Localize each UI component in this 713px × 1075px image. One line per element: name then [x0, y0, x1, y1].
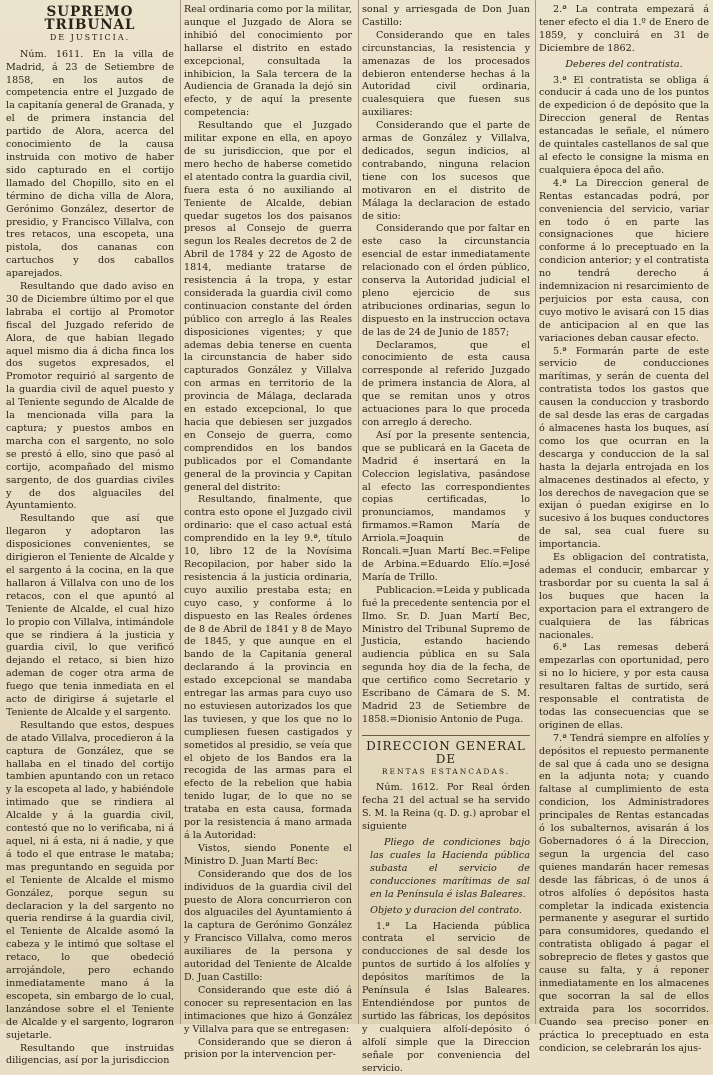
paragraph: Resultando, finalmente, que contra esto opone el Juzgado civil ordinario: que el caso actual está comprendido en la ley 9.ª, título 10, libro 12 de la Novísima Recopilacion, por haber sido la resistencia á la justicia ordinaria, cuyo auxilio prestaba esta; en cuyo caso, y conforme á lo dispuesto en las Reales órdenes de 8 de Abril de 1841 y 8 de Mayo de 1845, y que aunque en el bando de la Capitanía general declarando á la provincia en estado excepcional se mandaba entregar las armas para cuyo uso no estuviesen autorizados los que las tuviesen, y que los que no lo cumpliesen fuesen castigados y sometidos al presidio, se veía que el objeto de los Bandos era la recogida de las armas para el efecto de la rebelion que habia tenido lugar, de lo que no se trataba en esta causa, formada por la resistencia á mano armada á la Autoridad: [184, 494, 352, 841]
column-rule [358, 0, 359, 1024]
paragraph: Considerando que por faltar en este caso la circunstancia esencial de estar inmediatamente relacionado con el órden público, conserva la Autoridad judicial el pleno ejercicio de sus atribuciones ordinarias, segun lo dispuesto en la instruccion octava de las de 24 de Junio de 1857; [362, 223, 530, 338]
paragraph: Resultando que instruidas diligencias, así por la jurisdiccion [6, 1042, 174, 1067]
paragraph: Núm. 1612. Por Real órden fecha 21 del actual se ha servido S. M. la Reina (q. D. g.) aprobar el siguiente [362, 782, 530, 833]
paragraph: Resultando que así que llegaron y adoptaron las disposiciones convenientes, se dirigieron el Teniente de Alcalde y el sargento á la cocina, en la que hallaron á Villalva con uno de los retacos, con el que apuntó al Teniente de Alcalde, el cual hizo lo propio con Villalva, intimándole que se rindiera á la justicia y guardia civil, lo que verificó dejando el retaco, si bien hizo ademan de coger otra arma de fuego que tenia inmediata en el acto de dirigirse á sujetarle el Teniente de Alcalde y el sargento. [6, 513, 174, 718]
column-rule [180, 0, 181, 1024]
section-subtitle: RENTAS ESTANCADAS. [381, 766, 511, 776]
paragraph: 4.ª La Direccion general de Rentas estancadas podrá, por conveniencia del servicio, variar en todo ó en parte las consignaciones que hiciere conforme á lo preceptuado en la condicion anterior; y el contratista no tendrá derecho á indemnizacion ni resarcimiento de perjuicios por esta causa, con cuyo motivo le avisará con 15 dias de anticipacion al en que las variaciones deban causar efecto. [539, 177, 709, 344]
pliego-heading: Pliego de condiciones bajo las cuales la Hacienda pública subasta el servicio de conducciones marítimas de sal en la Península é islas Baleares. [370, 837, 530, 900]
paragraph: Declaramos, que el conocimiento de esta causa corresponde al referido Juzgado de primera instancia de Alora, al que se remitan unos y otros actuaciones para lo que proceda con arreglo á derecho. [362, 339, 530, 428]
paragraph: Considerando que dos de los individuos de la guardia civil del puesto de Alora concurrieron con dos alguaciles del Ayuntamiento á la captura de Gerónimo González y Francisco Villalva, como meros auxiliares de la persona y autoridad del Teniente de Alcalde D. Juan Castillo: [184, 868, 352, 983]
column-2 [184, 4, 352, 1061]
paragraph: Considerando que se dieron á prision por la intervencion per- [184, 1036, 352, 1061]
paragraph: sonal y arriesgada de Don Juan Castillo: [362, 4, 530, 28]
paragraph: Considerando que el parte de armas de González y Villalva, dedicados, segun indicios, al contrabando, ninguna relacion tiene con los sucesos que motivaron en el distrito de Málaga la declaracion de estado de sitio: [362, 120, 530, 222]
paragraph: Resultando que estos, despues de atado Villalva, procedieron á la captura de González, que se hallaba en el tinado del cortijo tambien apuntando con un retaco y la escopeta al lado, y habiéndole intimado que se rindiera al Alcalde y á la guardia civil, contestó que no lo verificaba, ni á aquel, ni á esta, ni á nadie, y que á todo el que entrase le mataba; mas preguntando en seguida por el Teniente de Alcalde el mismo González, porque segun su declaracion y la del sargento no queria rendirse á la guardia civil, el Teniente de Alcalde asomó la cabeza y le intimó que soltase el retaco, lo que obedeció arrojándole, pero echando inmediatamente mano á la escopeta, sin embargo de lo cual, lanzándose sobre el el Teniente de Alcalde y el sargento, lograron sujetarle. [6, 719, 174, 1041]
paragraph: Núm. 1611. En la villa de Madrid, á 23 de Setiembre de 1858, en los autos de competencia entre el Juzgado de la capitanía general de Granada, y el de primera instancia del partido de Alora, acerca del conocimiento de la causa instruida con motivo de haber sido capturado en el cortijo llamado del Chopillo, sito en el término de dicha villa de Alora, Gerónimo González, desertor de presidio, y Francisco Villalva, con tres retacos, una escopeta, una pistola, dos cananas con cartuchos y dos caballos aparejados. [6, 48, 174, 280]
paragraph: Resultando que dado aviso en 30 de Diciembre último por el que labraba el cortijo al Promotor fiscal del Juzgado referido de Alora, de que habian llegado aquel mismo dia á dicha finca los dos sugetos expresados, el Promotor requirió al sargento de la guardia civil de aquel puesto y al Teniente segundo de Alcalde de la mencionada villa para la captura; y puestos ambos en marcha con el sargento, no solo se prestó á ello, sino que pasó al cortijo, acompañado del mismo sargento, de dos guardias civiles y de dos alguaciles del Ayuntamiento. [6, 281, 174, 512]
section-title: SUPREMO TRIBUNAL [44, 4, 136, 33]
paragraph: Considerando que este dió á conocer su representacion en las intimaciones que hizo á González y Villalva para que se entregasen: [184, 984, 352, 1035]
paragraph: 7.ª Tendrá siempre en alfolíes y depósitos el repuesto permanente de sal que á cada uno se designa en la adjunta nota; y cuando faltase al cumplimiento de esta condicion, los Administradores principales de Rentas estancadas ó los subalternos, avisarán á los Gobernadores ó á la Direccion, segun la urgencia del caso quienes mandarán hacer remesas desde las fábricas, ó de unos á otros alfolíes ó depósitos hasta completar la indicada existencia permanente y asegurar el surtido para consumidores, quedando el contratista obligado á pagar el sobreprecio de fletes y gastos que cause su falta, y á reponer inmediatamente en los almacenes que socorran la sal de ellos extraida para los socorridos. Cuando sea preciso poner en práctica lo preceptuado en esta condicion, se celebrarán los ajus- [539, 732, 709, 1054]
subsection-heading: Objeto y duracion del contrato. [370, 904, 522, 916]
paragraph: Resultando que el Juzgado militar expone en ella, en apoyo de su jurisdiccion, que por el mero hecho de haberse cometido el atentado contra la guardia civil, fuera esta ó no auxiliando al Teniente de Alcalde, debian quedar sugetos los dos paisanos presos al Consejo de guerra segun los Reales decretos de 2 de Abril de 1784 y 22 de Agosto de 1814, mediante tratarse de resistencia á la tropa, y estar considerada la guardia civil como continuacion constante del órden público con arreglo á las Reales disposiciones vigentes; y que ademas debia tenerse en cuenta la circunstancia de haber sido capturados González y Villalva con armas en territorio de la provincia de Málaga, declarada en estado excepcional, lo que hacia que debiesen ser juzgados en Consejo de guerra, como comprendidos en los bandos publicados por el Comandante general de la provincia y Capitan general del distrito: [184, 120, 352, 493]
column-3 [362, 4, 530, 1074]
paragraph: 6.ª Las remesas deberá empezarlas con oportunidad, pero si no lo hiciere, y por esta causa resultaren faltas de surtido, será responsable el contratista de todas las consecuencias que se originen de ellas. [539, 642, 709, 731]
paragraph: Es obligacion del contratista, ademas el conducir, embarcar y trasbordar por su cuenta la sal á los buques que hacen la exportacion para el extrangero de cualquiera de las fábricas nacionales. [539, 552, 709, 641]
paragraph: Real ordinaria como por la militar, aunque el Juzgado de Alora se inhibió del conocimiento por hallarse el distrito en estado excepcional, consultada la inhibicion, la Sala tercera de la Audiencia de Granada la dejó sin efecto, y de aquí la presente competencia: [184, 4, 352, 119]
subsection-heading: Deberes del contratista. [565, 58, 683, 70]
paragraph: 3.ª El contratista se obliga á conducir á cada uno de los puntos de expedicion ó de depósito que la Direccion general de Rentas estancadas le señale, el número de quintales castellanos de sal que al efecto le consigne la misma en cualquiera época del año. [539, 74, 709, 176]
paragraph: 1.ª La Hacienda pública contrata el servicio de conducciones de sal desde los puntos de surtido á los alfolíes y depósitos marítimos de la Península é Islas Baleares. Entendiéndose por puntos de surtido las fábricas, los depósitos y cualquiera alfolí-depósito ó alfolí simple que la Direccion señale por conveniencia del servicio. [362, 920, 530, 1074]
paragraph: 5.ª Formarán parte de este servicio de conducciones marítimas, y serán de cuenta del contratista todos los gastos que causen la conduccion y trasbordo de sal desde las eras de cargadas ó almacenes hasta los buques, así como los que ocurran en la descarga y conduccion de la sal hasta la dejarla entrojada en los almacenes destinados al efecto, y los derechos de navegacion que se exijan ó puedan exigirse en lo sucesivo á los buques conductores de sal, sea cual fuere su importancia. [539, 345, 709, 551]
column-1 [6, 4, 174, 1067]
paragraph: Así por la presente sentencia, que se publicará en la Gaceta de Madrid é insertará en la Coleccion legislativa, pasándose al efecto las correspondientes copias certificadas, lo pronunciamos, mandamos y firmamos.=Ramon María de Arriola.=Joaquin de Roncali.=Juan Martí Bec.=Felipe de Arbina.=Eduardo Elío.=José María de Trillo. [362, 429, 530, 583]
paragraph: Considerando que en tales circunstancias, la resistencia y amenazas de los procesados debieron entenderse hechas á la Autoridad civil ordinaria, cualesquiera que fuesen sus auxiliares: [362, 29, 530, 119]
section-subtitle: DE JUSTICIA. [49, 32, 131, 42]
section-title: DIRECCION GENERAL DE [362, 735, 530, 766]
column-4 [539, 4, 709, 1054]
column-rule [535, 0, 536, 1024]
paragraph: Publicacion.=Leida y publicada fué la precedente sentencia por el Ilmo. Sr. D. Juan Martí Bec, Ministro del Tribunal Supremo de Justicia, estando haciendo audiencia pública en su Sala segunda hoy dia de la fecha, de que certifico como Secretario y Escribano de Cámara de S. M. Madrid 23 de Setiembre de 1858.=Dionisio Antonio de Puga. [362, 584, 530, 725]
paragraph: Vistos, siendo Ponente el Ministro D. Juan Martí Bec: [184, 842, 352, 867]
paragraph: 2.ª La contrata empezará á tener efecto el dia 1.º de Enero de 1859, y concluirá en 31 de Diciembre de 1862. [539, 4, 709, 54]
